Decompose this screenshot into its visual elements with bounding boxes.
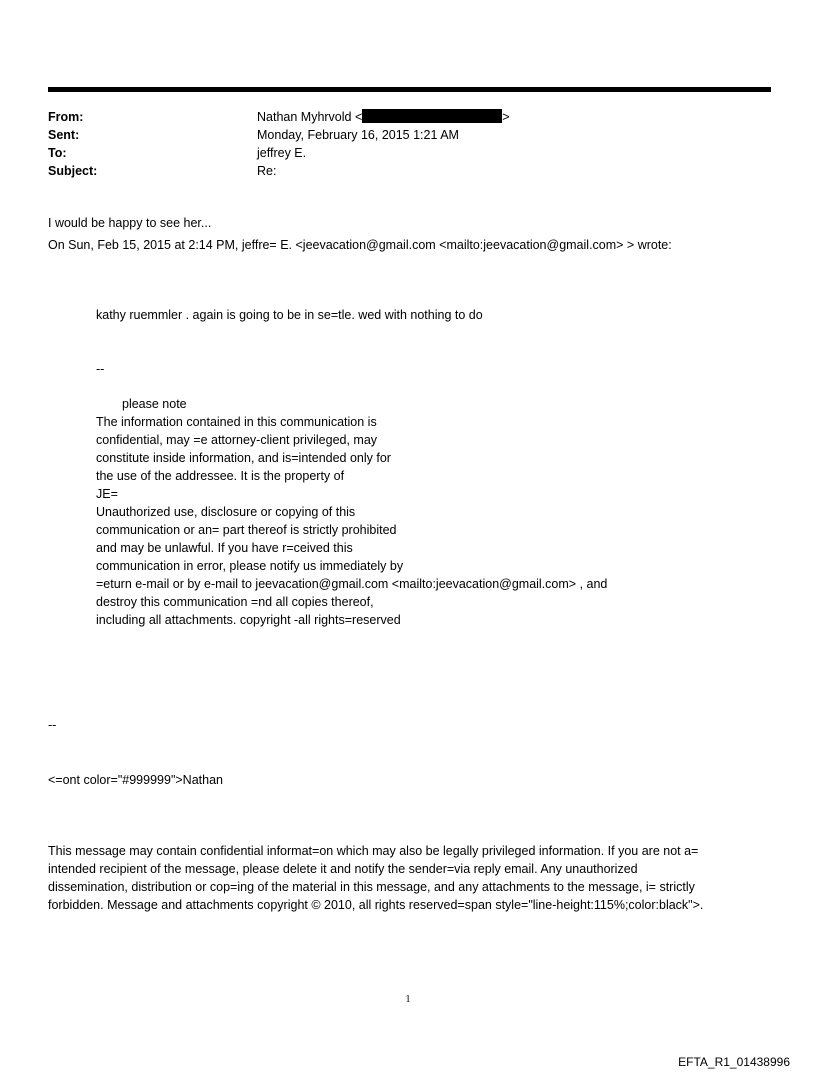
subject-value: Re: — [257, 164, 277, 178]
redaction-box — [362, 109, 502, 123]
page-number: 1 — [405, 994, 411, 1005]
signature-separator: -- — [48, 718, 57, 732]
quoted-message: kathy ruemmler . again is going to be in se=tle. wed with nothing to do — [96, 308, 483, 322]
document-id: EFTA_R1_01438996 — [678, 1055, 790, 1069]
note-title: please note — [122, 397, 187, 411]
disclaimer-line: destroy this communication =nd all copies thereof, — [96, 595, 374, 609]
disclaimer-line: confidential, may =e attorney-client privileged, may — [96, 433, 378, 447]
footer-line: dissemination, distribution or cop=ing of the material in this message, and any attachments to the message, i= strictly — [48, 880, 695, 894]
sent-row — [48, 126, 768, 144]
disclaimer-line: and may be unlawful. If you have r=ceived this — [96, 541, 353, 555]
confidentiality-footer — [48, 842, 778, 914]
disclaimer-block — [96, 413, 607, 629]
reply-text: I would be happy to see her... — [48, 216, 212, 230]
disclaimer-line: JE= — [96, 487, 118, 501]
to-label: To: — [48, 146, 67, 160]
from-value — [257, 108, 768, 126]
to-row — [48, 144, 768, 162]
footer-line: This message may contain confidential informat=on which may also be legally privileged information. If you are not a= — [48, 844, 699, 858]
to-value: jeffrey E. — [257, 146, 307, 160]
disclaimer-line: communication in error, please notify us immediately by — [96, 559, 404, 573]
footer-line: intended recipient of the message, please delete it and notify the sender=via reply email. Any unauthorized — [48, 862, 638, 876]
from-row — [48, 108, 768, 126]
disclaimer-line: communication or an= part thereof is strictly prohibited — [96, 523, 397, 537]
disclaimer-line: including all attachments. copyright -all rights=reserved — [96, 613, 401, 627]
sent-label: Sent: — [48, 128, 80, 142]
disclaimer-line: Unauthorized use, disclosure or copying of this — [96, 505, 356, 519]
disclaimer-line: =eturn e-mail or by e-mail to jeevacation@gmail.com <mailto:jeevacation@gmail.com> , and — [96, 577, 608, 591]
header-rule — [48, 87, 771, 92]
disclaimer-line: The information contained in this communication is — [96, 415, 377, 429]
from-name: Nathan Myhrvold < — [257, 110, 363, 124]
footer-line: forbidden. Message and attachments copyright © 2010, all rights reserved=span style="line-height:115%;color:black">. — [48, 898, 704, 912]
from-suffix: > — [502, 110, 510, 124]
sent-value: Monday, February 16, 2015 1:21 AM — [257, 128, 459, 142]
quoted-signature-separator: -- — [96, 362, 105, 376]
signature-line: <=ont color="#999999">Nathan — [48, 773, 223, 787]
email-header — [48, 108, 768, 180]
subject-label: Subject: — [48, 164, 98, 178]
from-label: From: — [48, 110, 84, 124]
quote-intro: On Sun, Feb 15, 2015 at 2:14 PM, jeffre= E. <jeevacation@gmail.com <mailto:jeevacation@gmail.com> > wrote: — [48, 238, 672, 252]
disclaimer-line: constitute inside information, and is=intended only for — [96, 451, 391, 465]
disclaimer-line: the use of the addressee. It is the property of — [96, 469, 345, 483]
subject-row — [48, 162, 768, 180]
